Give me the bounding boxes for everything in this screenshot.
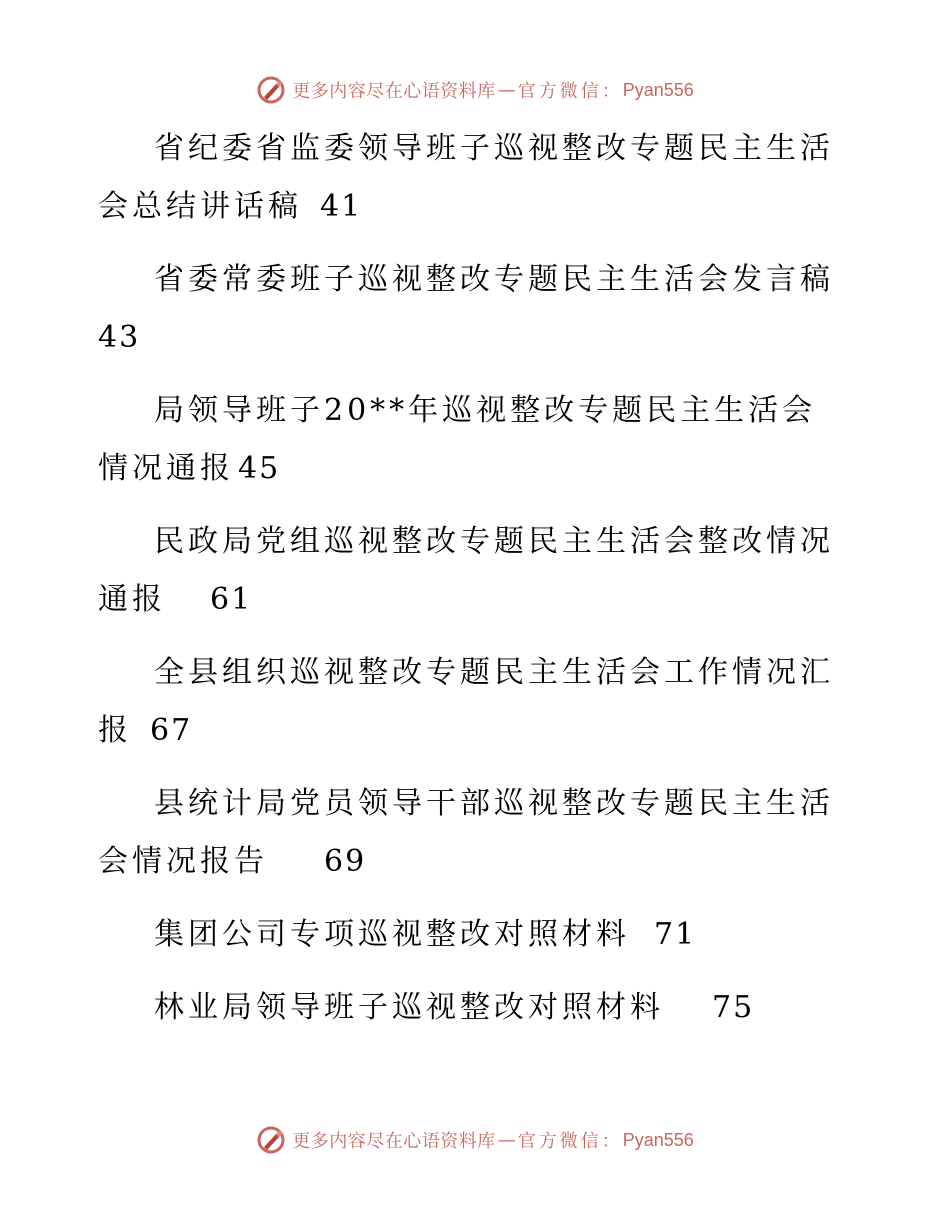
toc-entry <box>98 120 838 236</box>
toc-entry <box>98 906 838 964</box>
toc-entry-page: 69 <box>324 844 367 879</box>
toc-entry-page: 67 <box>150 713 193 748</box>
table-of-contents <box>98 120 838 1052</box>
watermark-wechat-id: Pyan556 <box>622 79 694 100</box>
toc-entry <box>98 644 838 760</box>
toc-entry-page: 43 <box>98 320 141 355</box>
toc-entry <box>98 251 838 367</box>
toc-entry <box>98 513 838 629</box>
toc-entry-title: 县统计局党员领导干部巡视整改专题民主生活会情况报告 <box>98 786 834 879</box>
toc-entry-page: 45 <box>238 451 281 486</box>
toc-entry-title: 省纪委省监委领导班子巡视整改专题民主生活会总结讲话稿 <box>98 131 834 224</box>
toc-entry-page: 75 <box>712 990 755 1025</box>
toc-entry <box>98 775 838 891</box>
pen-circle-logo-icon <box>256 75 286 105</box>
toc-entry-title: 局领导班子20**年巡视整改专题民主生活会情况通报 <box>98 393 817 486</box>
toc-entry-title: 全县组织巡视整改专题民主生活会工作情况汇报 <box>98 655 834 748</box>
watermark-dash: — <box>497 1129 516 1151</box>
watermark-wechat-id: Pyan556 <box>622 1129 694 1150</box>
toc-entry-title: 集团公司专项巡视整改对照材料 <box>154 917 630 952</box>
watermark-text: 更多内容尽在心语资料库 <box>292 1131 496 1152</box>
pen-circle-logo-icon <box>256 1125 286 1155</box>
toc-entry <box>98 382 838 498</box>
toc-entry <box>98 979 838 1037</box>
toc-entry-title: 省委常委班子巡视整改专题民主生活会发言稿 <box>154 262 834 297</box>
footer-watermark <box>0 1120 950 1160</box>
watermark-dash: — <box>497 79 516 101</box>
watermark-official-label: 官方微信： <box>517 81 623 102</box>
toc-entry-page: 61 <box>210 582 253 617</box>
header-watermark <box>0 70 950 110</box>
watermark-text: 更多内容尽在心语资料库 <box>292 81 496 102</box>
toc-entry-page: 41 <box>320 189 363 224</box>
toc-entry-title: 民政局党组巡视整改专题民主生活会整改情况通报 <box>98 524 834 617</box>
watermark-official-label: 官方微信： <box>517 1131 623 1152</box>
toc-entry-page: 71 <box>654 917 697 952</box>
toc-entry-title: 林业局领导班子巡视整改对照材料 <box>154 990 664 1025</box>
